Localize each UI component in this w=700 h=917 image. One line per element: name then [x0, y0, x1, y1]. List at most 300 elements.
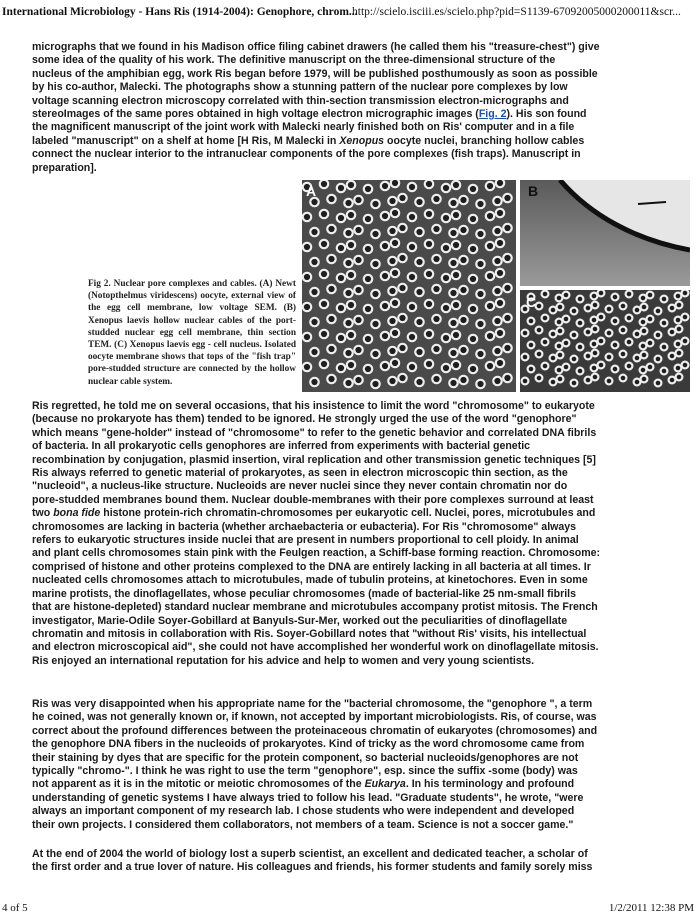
pore-complex	[452, 331, 460, 339]
pore-complex	[598, 362, 605, 369]
pore-complex	[571, 356, 578, 363]
pore-complex	[432, 255, 440, 263]
pore-complex	[344, 259, 352, 267]
panel-b-label: B	[528, 183, 539, 199]
pore-complex	[425, 330, 433, 338]
pore-complex	[327, 225, 335, 233]
pore-complex	[655, 332, 662, 339]
pore-complex	[364, 365, 372, 373]
pore-complex	[486, 362, 494, 370]
pore-complex	[303, 243, 311, 251]
pore-complex	[556, 343, 563, 350]
pore-complex	[371, 200, 379, 208]
pore-complex	[620, 303, 627, 310]
pore-complex	[585, 377, 592, 384]
pore-complex	[347, 301, 355, 309]
pore-complex	[634, 379, 641, 386]
pore-complex	[655, 308, 662, 315]
pore-complex	[493, 287, 501, 295]
pore-complex	[496, 209, 504, 217]
pore-complex	[493, 377, 501, 385]
pore-complex	[327, 375, 335, 383]
pore-complex	[432, 285, 440, 293]
pore-complex	[425, 180, 433, 188]
page-number: 4 of 5	[2, 902, 28, 914]
pore-complex	[612, 318, 619, 325]
pore-complex	[327, 285, 335, 293]
pore-complex	[612, 294, 619, 301]
pore-complex	[592, 302, 599, 309]
pore-complex	[344, 379, 352, 387]
pore-complex	[371, 260, 379, 268]
pore-complex	[550, 355, 557, 362]
pore-complex	[347, 241, 355, 249]
pore-complex	[415, 318, 423, 326]
pore-complex	[327, 345, 335, 353]
pore-complex	[398, 314, 406, 322]
pore-complex	[381, 182, 389, 190]
pore-complex	[585, 305, 592, 312]
paragraph-1: micrographs that we found in his Madison office filing cabinet drawers (he called them his "treasure-chest") give some idea of the quality of his work. The definitive manuscript on the three-dimensional structure of the nucleus of the amphibian egg, work Ris began before 1979, will be published posthumously as soon as possible by his co-author, Malecki. The photographs show a stunning pattern of the nuclear pore complexes by low voltage scanning electron microscopy correlated with thin-section transmission electron-micrographs and stereoImages of the same pores obtained in high voltage electron micrographic images (Fig. 2). His son found the magnificent manuscript of the joint work with Malecki nearly finished both on Ris' computer and in a file labeled "manuscript" on a shelf at home [H Ris, M Malecki in Xenopus oocyte nuclei, branching hollow cables connect the nuclear interior to the intranuclear components of the pore complexes (fish traps). Manuscript in preparation].	[32, 41, 600, 174]
pore-complex	[381, 272, 389, 280]
print-header	[0, 0, 700, 22]
pore-complex	[585, 353, 592, 360]
pore-complex	[391, 269, 399, 277]
pore-complex	[303, 273, 311, 281]
pore-complex	[310, 258, 318, 266]
pore-complex	[337, 334, 345, 342]
pore-complex	[486, 302, 494, 310]
pore-complex	[675, 341, 682, 348]
pore-complex	[612, 342, 619, 349]
pore-complex	[640, 295, 647, 302]
pore-complex	[536, 351, 543, 358]
pore-complex	[408, 273, 416, 281]
figure-2	[302, 180, 690, 392]
pore-complex	[432, 225, 440, 233]
pore-complex	[327, 195, 335, 203]
pore-complex	[591, 341, 598, 348]
pore-complex	[320, 210, 328, 218]
pore-complex	[496, 239, 504, 247]
pore-complex	[676, 374, 683, 381]
pore-complex	[620, 327, 627, 334]
pore-complex	[469, 365, 477, 373]
pore-complex	[442, 334, 450, 342]
pore-complex	[469, 305, 477, 313]
pore-complex	[556, 295, 563, 302]
pore-complex	[364, 305, 372, 313]
pore-complex	[528, 366, 535, 373]
pore-complex	[415, 258, 423, 266]
pore-complex	[550, 379, 557, 386]
pore-complex	[388, 287, 396, 295]
pore-complex	[486, 242, 494, 250]
pore-complex	[344, 199, 352, 207]
pore-complex	[452, 181, 460, 189]
pore-complex	[682, 338, 689, 345]
pore-complex	[476, 230, 484, 238]
pore-complex	[682, 362, 689, 369]
pore-complex	[536, 375, 543, 382]
pore-complex	[388, 197, 396, 205]
pore-complex	[415, 378, 423, 386]
pore-complex	[647, 292, 654, 299]
pore-complex	[620, 375, 627, 382]
pore-complex	[415, 288, 423, 296]
pore-complex	[442, 214, 450, 222]
pore-complex	[344, 289, 352, 297]
pore-complex	[503, 254, 511, 262]
pore-complex	[496, 269, 504, 277]
panel-a-label: A	[306, 183, 317, 199]
pore-complex	[310, 198, 318, 206]
pore-complex	[598, 338, 605, 345]
pore-complex	[459, 196, 467, 204]
pore-complex	[425, 300, 433, 308]
pore-complex	[522, 354, 529, 361]
pore-complex	[310, 288, 318, 296]
pore-complex	[661, 344, 668, 351]
pore-complex	[563, 340, 570, 347]
paragraph-4: At the end of 2004 the world of biology lost a superb scientist, an excellent and dedicated teacher, a scholar of the first order and a true lover of nature. His colleagues and friends, his former students and family sorely miss	[32, 848, 593, 874]
pore-complex	[496, 329, 504, 337]
pore-complex	[354, 376, 362, 384]
pore-complex	[640, 367, 647, 374]
pore-complex	[452, 271, 460, 279]
pore-complex	[550, 331, 557, 338]
pore-complex	[432, 315, 440, 323]
pore-complex	[476, 350, 484, 358]
pore-complex	[675, 365, 682, 372]
print-datetime: 1/2/2011 12:38 PM	[608, 902, 694, 914]
pore-complex	[571, 380, 578, 387]
pore-complex	[493, 227, 501, 235]
pore-complex	[303, 213, 311, 221]
membrane-region	[520, 180, 690, 286]
pore-complex	[327, 255, 335, 263]
pore-complex	[591, 365, 598, 372]
pore-complex	[647, 364, 654, 371]
pore-complex	[476, 380, 484, 388]
fig-2-link[interactable]: Fig. 2	[478, 108, 507, 121]
pore-complex	[371, 380, 379, 388]
pore-complex	[391, 239, 399, 247]
pore-complex	[452, 301, 460, 309]
pore-complex	[522, 330, 529, 337]
pore-complex	[432, 195, 440, 203]
pore-complex	[442, 184, 450, 192]
paragraph-3: Ris was very disappointed when his appropriate name for the "bacterial chromosome, the "genophore ", a term he coined, was not generally known or, if known, not accepted by important microbiologists. Ris, of course, was correct about the profound differences between the proteinaceous chromatin of eukaryotes (chromosomes) and the genophore DNA fibers in the nucleoids of prokaryotes. Kind of tricky as the word chromosome came from their staining by dyes that are specific for the protein component, so bacterial nucleoids/genophores are not typically "chromo-". I think he was right to use the term "genophore", esp. since the suffix -some (body) was not apparent as it is in the mitotic or meiotic chromosomes of the Eukarya. In his terminology and profound understanding of genetic systems I have always tried to follow his lead. "Graduate students", he wrote, "were always an important component of my research lab. I chose students who were independent and developed their own projects. I considered them collaborators, not members of a team. Science is not a soccer game."	[32, 698, 598, 831]
pore-complex	[354, 196, 362, 204]
pore-complex	[675, 293, 682, 300]
pore-complex	[310, 318, 318, 326]
pore-complex	[542, 291, 549, 298]
pore-complex	[640, 319, 647, 326]
pore-complex	[337, 184, 345, 192]
pore-complex	[432, 375, 440, 383]
pore-complex	[381, 332, 389, 340]
pore-complex	[503, 374, 511, 382]
pore-complex	[655, 380, 662, 387]
pore-complex	[449, 289, 457, 297]
pore-complex	[442, 304, 450, 312]
pore-complex	[371, 320, 379, 328]
pore-complex	[647, 316, 654, 323]
pore-complex	[557, 376, 564, 383]
pore-complex	[371, 290, 379, 298]
pore-complex	[452, 211, 460, 219]
pore-complex	[408, 363, 416, 371]
pore-complex	[682, 314, 689, 321]
pore-complex	[303, 363, 311, 371]
pore-complex	[522, 378, 529, 385]
pore-complex	[503, 344, 511, 352]
pore-complex	[391, 209, 399, 217]
pore-complex	[469, 245, 477, 253]
pore-complex	[496, 299, 504, 307]
pore-complex	[577, 344, 584, 351]
pore-complex	[354, 286, 362, 294]
pore-complex	[398, 374, 406, 382]
pore-complex	[449, 199, 457, 207]
pore-complex	[640, 343, 647, 350]
pore-complex	[398, 254, 406, 262]
pore-complex	[476, 290, 484, 298]
pore-complex	[425, 210, 433, 218]
pore-complex	[320, 330, 328, 338]
pore-complex	[550, 307, 557, 314]
pore-complex	[391, 359, 399, 367]
pore-complex	[469, 275, 477, 283]
pore-complex	[408, 333, 416, 341]
pore-complex	[669, 353, 676, 360]
pore-complex	[536, 303, 543, 310]
pore-complex	[486, 212, 494, 220]
pore-complex	[469, 185, 477, 193]
pore-complex	[364, 215, 372, 223]
pore-complex	[371, 230, 379, 238]
pore-complex	[364, 185, 372, 193]
pore-complex	[432, 345, 440, 353]
pore-complex	[493, 347, 501, 355]
pore-complex	[577, 320, 584, 327]
pore-complex	[592, 350, 599, 357]
pore-complex	[364, 245, 372, 253]
panel-b-micrograph	[520, 180, 690, 286]
pore-complex	[415, 348, 423, 356]
panel-c-label: C	[526, 294, 537, 310]
pore-complex	[391, 299, 399, 307]
pore-complex	[503, 314, 511, 322]
pore-complex	[675, 317, 682, 324]
pore-complex	[503, 194, 511, 202]
pore-complex	[503, 224, 511, 232]
pore-complex	[486, 182, 494, 190]
pore-complex	[661, 296, 668, 303]
pore-complex	[442, 364, 450, 372]
pore-complex	[381, 302, 389, 310]
pore-complex	[476, 260, 484, 268]
pore-complex	[320, 300, 328, 308]
pore-complex	[310, 378, 318, 386]
pore-complex	[528, 318, 535, 325]
pore-complex	[337, 304, 345, 312]
pore-complex	[641, 376, 648, 383]
pore-complex	[398, 224, 406, 232]
pore-complex	[592, 374, 599, 381]
pore-complex	[310, 348, 318, 356]
pore-complex	[669, 305, 676, 312]
pore-complex	[486, 272, 494, 280]
pore-complex	[606, 354, 613, 361]
pore-complex	[612, 366, 619, 373]
pore-complex	[327, 315, 335, 323]
pore-complex	[496, 180, 504, 187]
pore-complex	[571, 308, 578, 315]
pore-complex	[563, 292, 570, 299]
pore-complex	[459, 376, 467, 384]
pore-complex	[391, 180, 399, 187]
pore-complex	[408, 303, 416, 311]
page-url[interactable]: http://scielo.isciii.es/scielo.php?pid=S1139-67092005000200011&scr...	[352, 6, 681, 18]
pore-complex	[469, 335, 477, 343]
pore-complex	[344, 319, 352, 327]
pore-complex	[303, 303, 311, 311]
pore-complex	[408, 243, 416, 251]
pore-complex	[655, 356, 662, 363]
pore-complex	[641, 304, 648, 311]
panel-a-pores	[302, 180, 516, 392]
pore-complex	[486, 332, 494, 340]
pore-complex	[661, 320, 668, 327]
pore-complex	[388, 347, 396, 355]
pore-complex	[388, 317, 396, 325]
pore-complex	[449, 379, 457, 387]
pore-complex	[449, 319, 457, 327]
pore-complex	[459, 286, 467, 294]
pore-complex	[344, 229, 352, 237]
pore-complex	[557, 328, 564, 335]
pore-complex	[381, 242, 389, 250]
pore-complex	[442, 244, 450, 252]
pore-complex	[682, 290, 689, 296]
pore-complex	[634, 307, 641, 314]
pore-complex	[408, 213, 416, 221]
figure-caption: Fig 2. Nuclear pore complexes and cables. (A) Newt (Notopthelmus viridescens) oocyte, external view of the egg cell membrane, low voltage SEM. (B) Xenopus laevis hollow nuclear cables of the port-studded nuclear egg cell membrane, thin section TEM. (C) Xenopus laevis egg - cell nucleus. Isolated oocyte membrane shows that tops of the "fish trap" pore-studded structure are connected by the hollow nuclear cable system.	[88, 279, 296, 387]
pore-complex	[542, 315, 549, 322]
pore-complex	[354, 256, 362, 264]
pore-complex	[391, 329, 399, 337]
pore-complex	[536, 327, 543, 334]
pore-complex	[493, 197, 501, 205]
pore-complex	[620, 351, 627, 358]
pore-complex	[503, 284, 511, 292]
pore-complex	[398, 194, 406, 202]
pore-complex	[459, 346, 467, 354]
pore-complex	[634, 331, 641, 338]
pore-complex	[452, 241, 460, 249]
pore-complex	[606, 306, 613, 313]
pore-complex	[415, 228, 423, 236]
pore-complex	[459, 316, 467, 324]
pore-complex	[634, 355, 641, 362]
pore-complex	[449, 349, 457, 357]
pore-complex	[626, 339, 633, 346]
pore-complex	[388, 377, 396, 385]
pore-complex	[381, 362, 389, 370]
pore-complex	[354, 346, 362, 354]
pore-complex	[606, 330, 613, 337]
pore-complex	[425, 270, 433, 278]
pore-complex	[591, 317, 598, 324]
pore-complex	[598, 290, 605, 296]
pore-complex	[647, 340, 654, 347]
pore-complex	[669, 377, 676, 384]
panel-a-micrograph	[302, 180, 516, 392]
pore-complex	[577, 368, 584, 375]
pore-complex	[320, 360, 328, 368]
pore-complex	[364, 335, 372, 343]
pore-complex	[641, 352, 648, 359]
pore-complex	[577, 296, 584, 303]
page-title: International Microbiology - Hans Ris (1914-2004): Genophore, chrom...	[2, 6, 358, 18]
pore-complex	[408, 183, 416, 191]
pore-complex	[442, 274, 450, 282]
pore-complex	[661, 368, 668, 375]
pore-complex	[542, 363, 549, 370]
pore-complex	[320, 180, 328, 188]
pore-complex	[626, 315, 633, 322]
pore-complex	[563, 364, 570, 371]
pore-complex	[371, 350, 379, 358]
pore-complex	[354, 316, 362, 324]
pore-complex	[415, 198, 423, 206]
pore-complex	[528, 342, 535, 349]
pointer-arrow	[638, 202, 666, 204]
pore-complex	[310, 228, 318, 236]
pore-complex	[398, 344, 406, 352]
pore-complex	[626, 363, 633, 370]
pore-complex	[337, 274, 345, 282]
pore-complex	[459, 256, 467, 264]
pore-complex	[476, 200, 484, 208]
pore-complex	[563, 316, 570, 323]
pore-complex	[449, 229, 457, 237]
pore-complex	[626, 291, 633, 298]
pore-complex	[452, 361, 460, 369]
pore-complex	[496, 359, 504, 367]
pore-complex	[556, 367, 563, 374]
pore-complex	[425, 360, 433, 368]
pore-complex	[354, 226, 362, 234]
pore-complex	[542, 339, 549, 346]
pore-complex	[364, 275, 372, 283]
pore-complex	[344, 349, 352, 357]
pore-complex	[598, 314, 605, 321]
pore-complex	[425, 240, 433, 248]
panel-c-micrograph	[520, 290, 690, 392]
pore-complex	[347, 211, 355, 219]
pore-complex	[347, 331, 355, 339]
pore-complex	[476, 320, 484, 328]
pore-complex	[388, 227, 396, 235]
pore-complex	[557, 352, 564, 359]
pore-complex	[449, 259, 457, 267]
pore-complex	[585, 329, 592, 336]
pore-complex	[388, 257, 396, 265]
pore-complex	[337, 364, 345, 372]
